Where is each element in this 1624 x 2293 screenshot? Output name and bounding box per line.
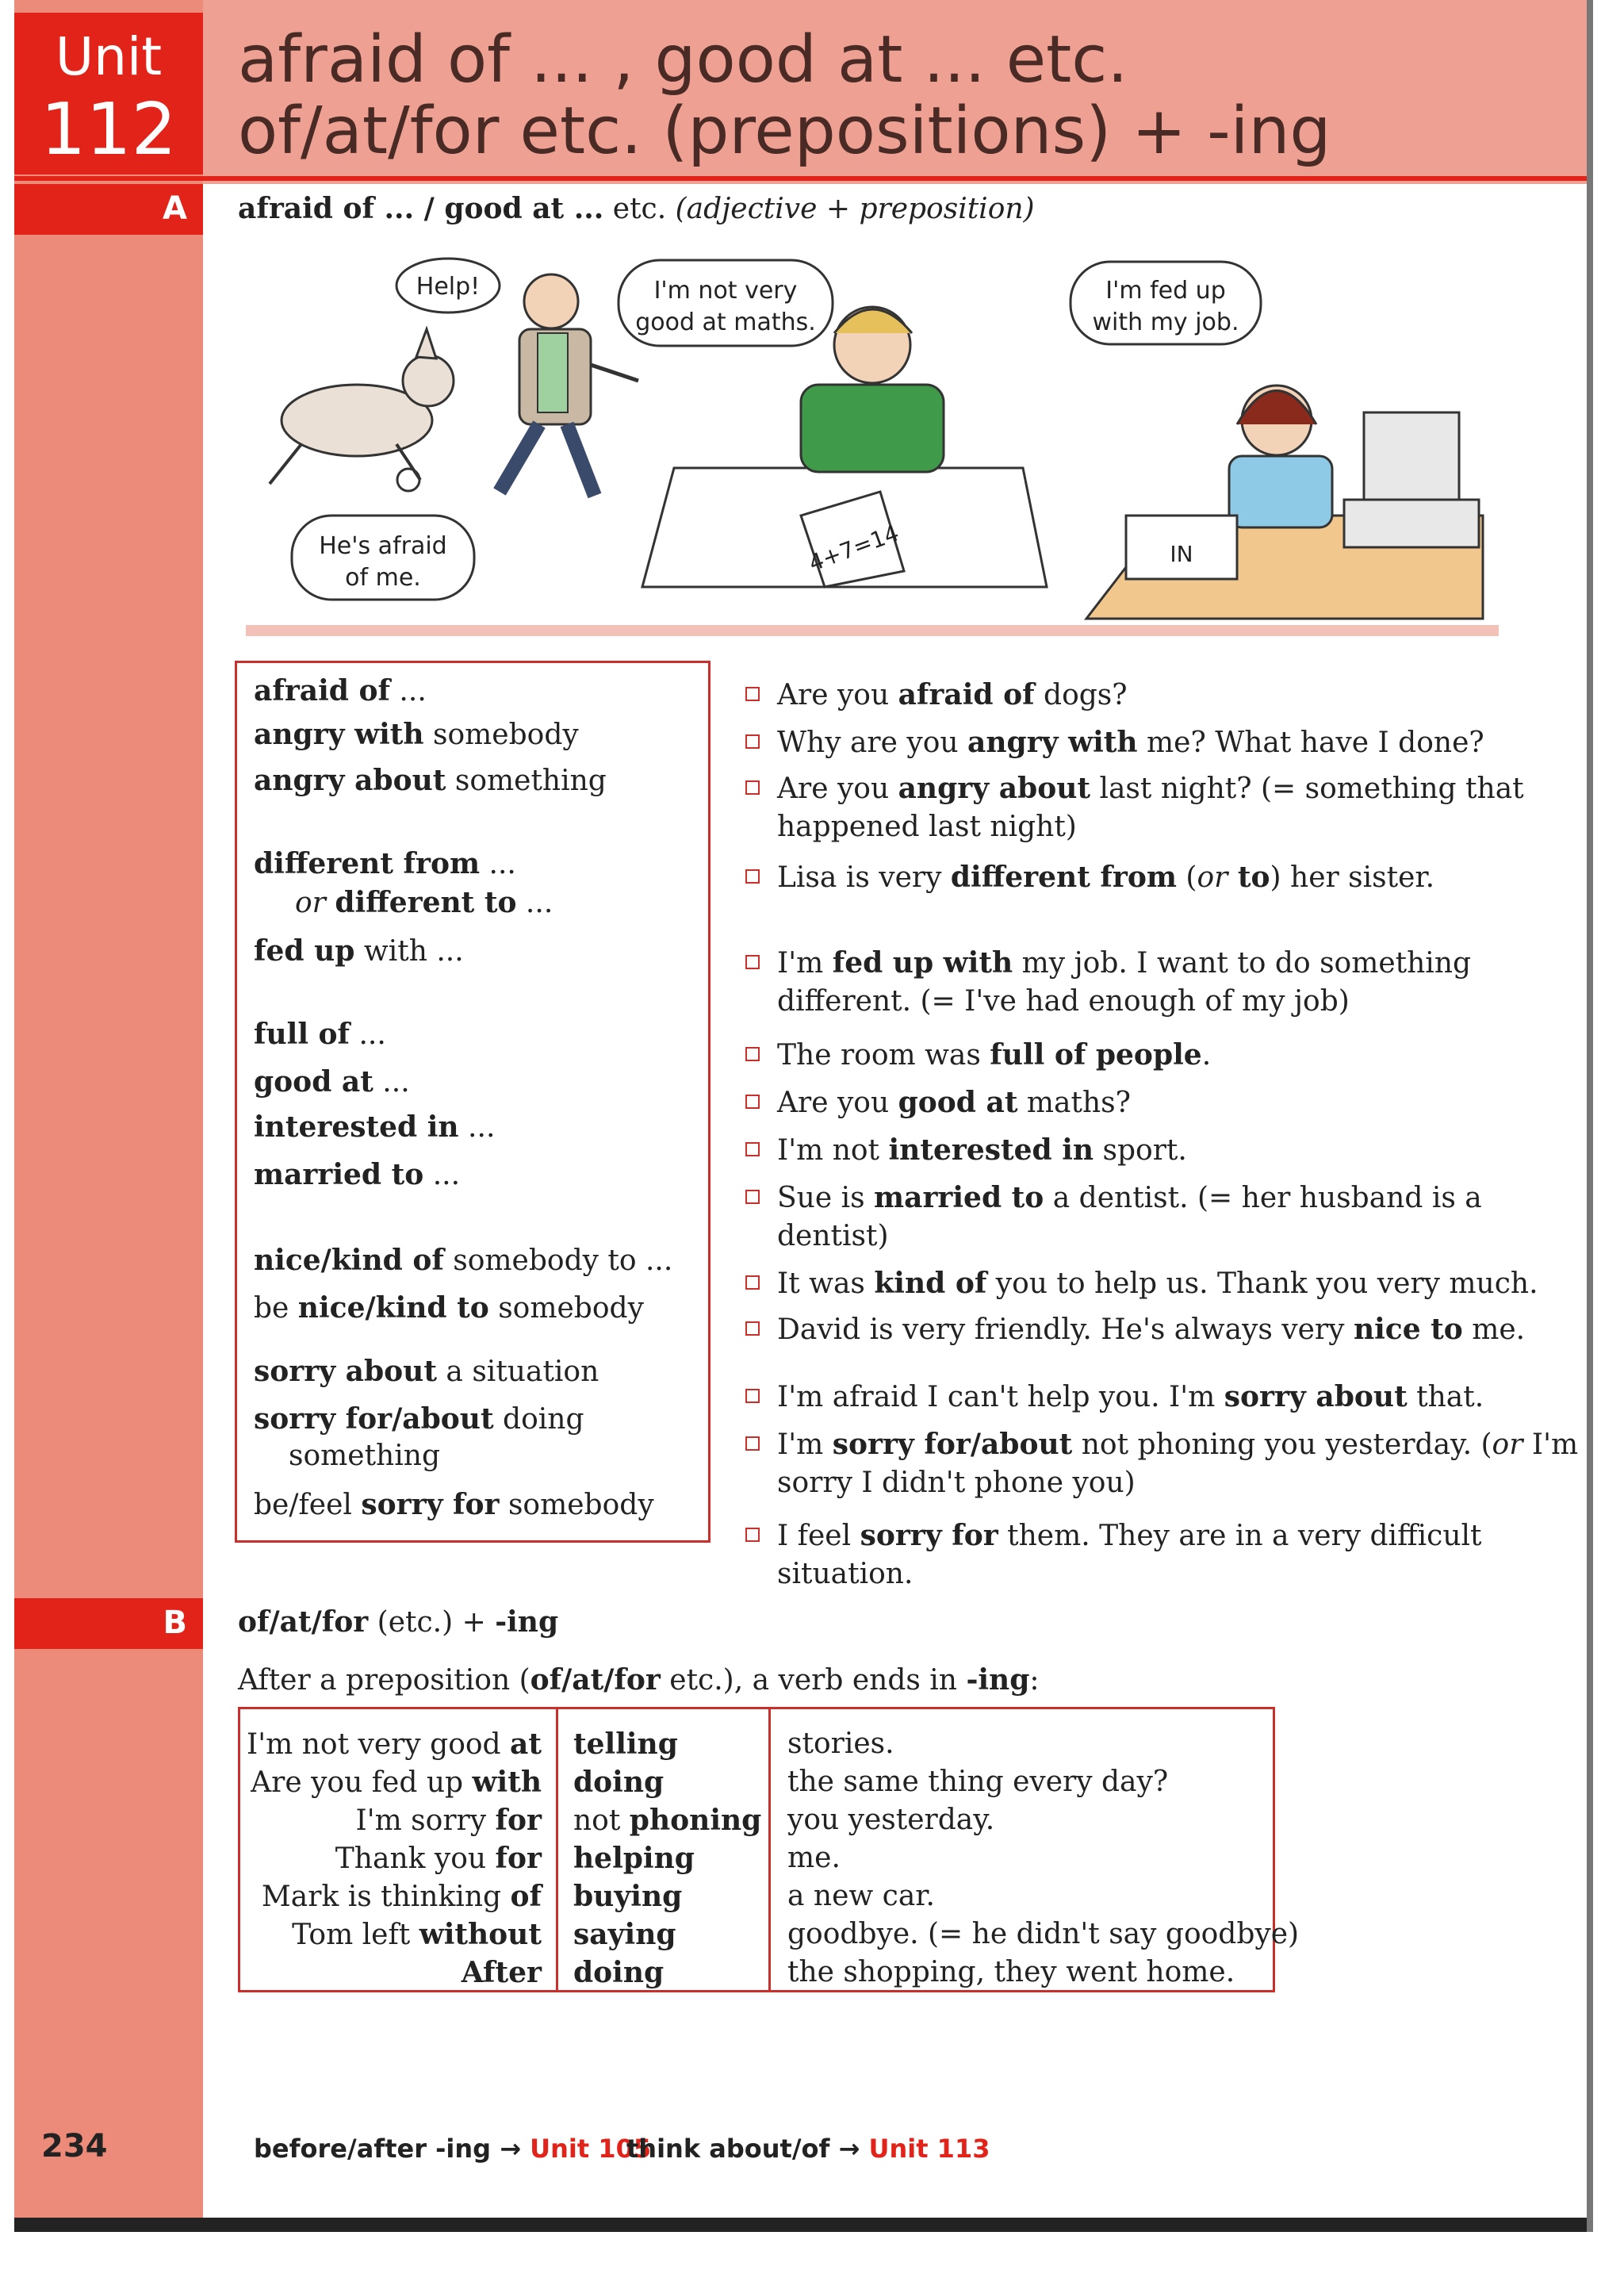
table-cell-lead xyxy=(292,1915,542,1954)
box-a-item xyxy=(254,1065,410,1099)
speech-bubble-afraid xyxy=(292,516,474,600)
text-run: somebody xyxy=(423,719,579,751)
example-sentence xyxy=(745,1425,1594,1502)
example-sentence xyxy=(745,723,1594,762)
speech-bubble-maths xyxy=(619,260,833,346)
table-cell-verb xyxy=(573,1877,682,1916)
box-a-item xyxy=(254,1488,654,1521)
text-run: different from xyxy=(950,861,1177,894)
table-cell-rest: me. xyxy=(787,1842,841,1874)
text-run: not xyxy=(573,1804,630,1837)
text-run: different to xyxy=(335,886,517,919)
text-run: I'm not very good xyxy=(247,1728,511,1761)
text-run: sorry for/about xyxy=(832,1428,1073,1461)
in-tray-label: IN xyxy=(1170,541,1193,567)
text-run: I'm afraid I can't help you. I'm xyxy=(777,1381,1224,1413)
box-a-item xyxy=(254,847,516,880)
text-run: helping xyxy=(573,1842,695,1875)
section-b-intro-3: etc.), a verb ends in xyxy=(660,1664,967,1697)
text-run: somebody xyxy=(488,1292,644,1325)
text-run: sorry about xyxy=(254,1355,437,1388)
text-run: kind of xyxy=(874,1267,987,1300)
table-divider-2 xyxy=(768,1709,771,1990)
checkbox-icon xyxy=(745,1275,760,1290)
text-run: Tom left xyxy=(292,1919,419,1951)
text-run: afraid of xyxy=(254,674,390,707)
checkbox-icon xyxy=(745,869,760,884)
table-cell-verb xyxy=(573,1954,664,1992)
text-run: good at xyxy=(254,1065,373,1099)
text-run: interested in xyxy=(254,1110,459,1144)
page-number: 234 xyxy=(41,2128,108,2165)
bubble-afraid-text-1: He's afraid xyxy=(319,532,447,560)
bubble-fed-up-text-1: I'm fed up xyxy=(1105,277,1226,305)
text-run: be/feel xyxy=(254,1489,362,1521)
bubble-fed-up-text-2: with my job. xyxy=(1092,309,1239,336)
text-run: married to xyxy=(254,1158,424,1191)
text-run: ... xyxy=(373,1066,410,1099)
section-b-intro-5: : xyxy=(1029,1664,1040,1697)
text-run: something xyxy=(289,1440,440,1472)
text-run: afraid of xyxy=(898,678,1035,711)
checkbox-icon xyxy=(745,1190,760,1204)
section-b-heading-bold: of/at/for xyxy=(238,1605,369,1639)
table-cell-lead xyxy=(262,1877,542,1916)
example-text xyxy=(777,1517,1594,1593)
example-text xyxy=(777,769,1594,846)
table-cell-verb xyxy=(573,1915,676,1954)
section-a-tab xyxy=(14,184,203,235)
table-cell-verb xyxy=(573,1763,664,1802)
text-run: for xyxy=(495,1804,542,1837)
box-a-item xyxy=(254,1018,386,1051)
section-a-letter: A xyxy=(163,190,187,227)
table-cell-rest: you yesterday. xyxy=(787,1804,995,1836)
text-run: . xyxy=(1201,1039,1212,1072)
text-run: for xyxy=(495,1842,542,1875)
example-text xyxy=(777,676,1594,715)
text-run: The room was xyxy=(777,1039,990,1072)
table-cell-rest: the same thing every day? xyxy=(787,1766,1169,1798)
text-run: ... xyxy=(350,1018,386,1051)
table-divider-1 xyxy=(556,1709,558,1990)
checkbox-icon xyxy=(745,1321,760,1336)
text-run: It was xyxy=(777,1267,875,1300)
example-text xyxy=(777,1264,1594,1303)
example-sentence xyxy=(745,676,1594,715)
text-run: ... xyxy=(458,1111,496,1144)
example-sentence xyxy=(745,1179,1594,1256)
text-run: be xyxy=(254,1292,298,1325)
text-run: with ... xyxy=(354,935,464,968)
example-sentence xyxy=(745,944,1594,1021)
checkbox-icon xyxy=(745,1142,760,1156)
sidebar xyxy=(14,0,203,2230)
cross-reference-1-unit[interactable]: Unit 105 xyxy=(530,2134,652,2164)
unit-badge xyxy=(14,13,203,174)
table-cell-lead xyxy=(247,1725,542,1764)
section-b-intro-1: After a preposition ( xyxy=(238,1664,530,1697)
checkbox-icon xyxy=(745,1389,760,1403)
text-run: sorry for xyxy=(361,1488,500,1521)
text-run: I'm sorry I didn't phone you) xyxy=(777,1428,1579,1499)
bubble-afraid-text-2: of me. xyxy=(345,564,421,592)
text-run: of xyxy=(510,1880,542,1913)
text-run: angry with xyxy=(254,718,424,751)
text-run: somebody to ... xyxy=(443,1244,673,1277)
text-run: different from xyxy=(254,847,481,880)
text-run: angry about xyxy=(254,764,446,797)
table-cell-lead xyxy=(462,1954,542,1992)
box-a-item xyxy=(254,1110,495,1144)
text-run: me? What have I done? xyxy=(1137,727,1484,759)
text-run: with xyxy=(472,1766,542,1799)
bubble-help-text: Help! xyxy=(416,273,481,301)
text-run: I'm xyxy=(777,947,833,980)
table-cell-rest: goodbye. (= he didn't say goodbye) xyxy=(787,1918,1300,1950)
cross-reference-2[interactable] xyxy=(626,2134,990,2164)
checkbox-icon xyxy=(745,1047,760,1061)
text-run: doing xyxy=(573,1956,665,1989)
example-sentence xyxy=(745,1131,1594,1170)
text-run: Mark is thinking xyxy=(261,1881,511,1913)
section-b-heading-rest: (etc.) + xyxy=(368,1606,496,1639)
unit-number: 112 xyxy=(40,88,177,171)
bubble-maths-text-2: good at maths. xyxy=(635,309,816,336)
text-run: me. xyxy=(1462,1313,1526,1346)
example-sentence xyxy=(745,1310,1594,1349)
box-a-item xyxy=(254,1355,599,1388)
box-a-item xyxy=(254,1291,644,1325)
text-run: After xyxy=(461,1956,542,1989)
text-run: maths? xyxy=(1017,1087,1131,1119)
table-cell-rest: stories. xyxy=(787,1727,894,1760)
section-a-heading-rest: etc. xyxy=(603,193,676,225)
text-run: you to help us. Thank you very much. xyxy=(986,1267,1538,1300)
text-run: fed up with xyxy=(832,946,1013,980)
text-run: not phoning you yesterday. ( xyxy=(1072,1428,1492,1461)
text-run: ... xyxy=(480,848,516,880)
text-run: sport. xyxy=(1094,1134,1187,1167)
text-run: or xyxy=(1197,861,1228,894)
box-a-item xyxy=(254,1244,672,1277)
section-b-heading-bold2: -ing xyxy=(495,1605,559,1639)
worksheet-math: 4+7=14 xyxy=(805,520,902,577)
example-sentence xyxy=(745,858,1594,897)
section-b-intro xyxy=(238,1663,1040,1697)
checkbox-icon xyxy=(745,780,760,795)
text-run: them. They are in a very difficult situation. xyxy=(777,1520,1482,1590)
checkbox-icon xyxy=(745,1095,760,1109)
title-line-1: afraid of ... , good at ... etc. xyxy=(238,22,1128,98)
illustration xyxy=(246,254,1499,642)
text-run: I'm xyxy=(777,1428,833,1461)
table-cell-lead xyxy=(251,1763,542,1802)
section-a-heading-italic: (adjective + preposition) xyxy=(675,193,1035,225)
text-run: Are you xyxy=(777,679,898,711)
text-run: that. xyxy=(1407,1381,1484,1413)
text-run: something xyxy=(446,765,607,797)
text-run: nice/kind to xyxy=(297,1291,489,1325)
text-run: I'm not xyxy=(777,1134,889,1167)
checkbox-icon xyxy=(745,1528,760,1542)
bubble-maths-text-1: I'm not very xyxy=(653,277,798,305)
box-a-item xyxy=(254,674,427,707)
table-cell-verb xyxy=(573,1801,761,1840)
example-sentence xyxy=(745,1378,1594,1417)
box-a-item xyxy=(254,934,464,968)
example-text xyxy=(777,944,1594,1021)
cross-reference-1[interactable] xyxy=(254,2134,651,2164)
preposition-ing-table xyxy=(238,1707,1300,1992)
table-cell-lead xyxy=(355,1801,542,1840)
text-run: phoning xyxy=(629,1804,762,1837)
checkbox-icon xyxy=(745,734,760,749)
text-run: ) her sister. xyxy=(1270,861,1435,894)
text-run: Lisa is very xyxy=(777,861,951,894)
header-rule xyxy=(14,176,1587,181)
example-sentence xyxy=(745,769,1594,846)
text-run: ... xyxy=(423,1159,461,1191)
text-run: angry with xyxy=(967,726,1138,759)
speech-bubble-help xyxy=(396,259,500,313)
example-text xyxy=(777,858,1594,897)
text-run: doing xyxy=(573,1766,665,1799)
text-run: somebody xyxy=(499,1489,654,1521)
text-run: Why are you xyxy=(777,727,968,759)
table-cell-rest: a new car. xyxy=(787,1880,935,1912)
section-b-letter: B xyxy=(163,1605,187,1641)
text-run: full of people xyxy=(990,1038,1202,1072)
bottom-edge-bar xyxy=(14,2218,1587,2232)
example-sentence xyxy=(745,1083,1594,1122)
text-run: ( xyxy=(1176,861,1197,894)
text-run: last night? (= something that happened last night) xyxy=(777,773,1524,843)
example-sentence xyxy=(745,1264,1594,1303)
text-run: without xyxy=(419,1918,542,1951)
table-cell-verb xyxy=(573,1839,695,1878)
section-a-heading xyxy=(238,192,1035,225)
text-run: or xyxy=(1492,1428,1523,1461)
example-text xyxy=(777,1179,1594,1256)
example-text xyxy=(777,1036,1594,1075)
text-run: a dentist. (= her husband is a dentist) xyxy=(777,1182,1482,1252)
text-run: sorry for xyxy=(860,1519,998,1552)
computer-case xyxy=(1344,500,1479,547)
text-run: dogs? xyxy=(1034,679,1128,711)
text-run: I feel xyxy=(777,1520,860,1552)
text-run: at xyxy=(510,1727,542,1761)
box-a-item xyxy=(289,1440,440,1472)
box-a-item xyxy=(254,1158,460,1191)
text-run: to xyxy=(1228,861,1270,894)
text-run: ... xyxy=(389,675,427,707)
text-run: David is very friendly. He's always very xyxy=(777,1313,1354,1346)
section-b-intro-2: of/at/for xyxy=(530,1663,661,1697)
text-run: fed up xyxy=(254,934,355,968)
example-sentence xyxy=(745,1036,1594,1075)
title-line-2: of/at/for etc. (prepositions) + -ing xyxy=(238,94,1331,169)
example-text xyxy=(777,1083,1594,1122)
section-a-heading-bold: afraid of ... / good at ... xyxy=(238,192,604,225)
text-run: ... xyxy=(516,887,553,919)
text-run: sorry for/about xyxy=(254,1402,494,1436)
text-run: Thank you xyxy=(335,1842,496,1875)
example-text xyxy=(777,723,1594,762)
table-cell-verb xyxy=(573,1725,678,1764)
cross-reference-2-text: think about/of → xyxy=(626,2134,869,2164)
text-run: buying xyxy=(573,1880,683,1913)
text-run: telling xyxy=(573,1727,678,1761)
text-run: angry about xyxy=(898,772,1091,805)
text-run: nice to xyxy=(1353,1313,1463,1346)
checkbox-icon xyxy=(745,1436,760,1451)
text-run: Are you fed up xyxy=(251,1766,473,1799)
text-run: saying xyxy=(573,1918,676,1951)
text-run: my job. I want to do something different. (= I've had enough of my job) xyxy=(777,947,1472,1018)
box-a-item xyxy=(254,1402,584,1436)
text-run: Sue is xyxy=(777,1182,875,1214)
box-a-item xyxy=(295,886,553,919)
table-cell-lead xyxy=(335,1839,542,1878)
text-run: good at xyxy=(898,1086,1018,1119)
text-run: Are you xyxy=(777,1087,898,1119)
text-run: sorry about xyxy=(1224,1380,1408,1413)
section-b-tab xyxy=(14,1598,203,1649)
illustration-floor xyxy=(246,625,1499,636)
cross-reference-2-unit[interactable]: Unit 113 xyxy=(868,2134,990,2164)
text-run: Are you xyxy=(777,773,898,805)
box-a-item xyxy=(254,718,579,751)
unit-label: Unit xyxy=(55,26,163,87)
text-run: I'm sorry xyxy=(355,1804,496,1837)
section-b-intro-4: -ing xyxy=(966,1663,1030,1697)
example-text xyxy=(777,1425,1594,1502)
example-text xyxy=(777,1131,1594,1170)
text-run: full of xyxy=(254,1018,350,1051)
computer-monitor xyxy=(1364,412,1459,500)
example-text xyxy=(777,1310,1594,1349)
text-run: a situation xyxy=(436,1355,599,1388)
checkbox-icon xyxy=(745,955,760,969)
text-run: or xyxy=(295,887,335,919)
cross-reference-1-text: before/after -ing → xyxy=(254,2134,530,2164)
text-run: interested in xyxy=(888,1133,1094,1167)
text-run: doing xyxy=(493,1403,584,1436)
example-sentence xyxy=(745,1517,1594,1593)
section-b-heading xyxy=(238,1605,558,1639)
box-a-item xyxy=(254,764,607,797)
checkbox-icon xyxy=(745,687,760,701)
speech-bubble-fed-up xyxy=(1071,262,1261,344)
example-text xyxy=(777,1378,1594,1417)
table-cell-rest: the shopping, they went home. xyxy=(787,1956,1235,1988)
text-run: married to xyxy=(874,1181,1044,1214)
text-run: nice/kind of xyxy=(254,1244,444,1277)
